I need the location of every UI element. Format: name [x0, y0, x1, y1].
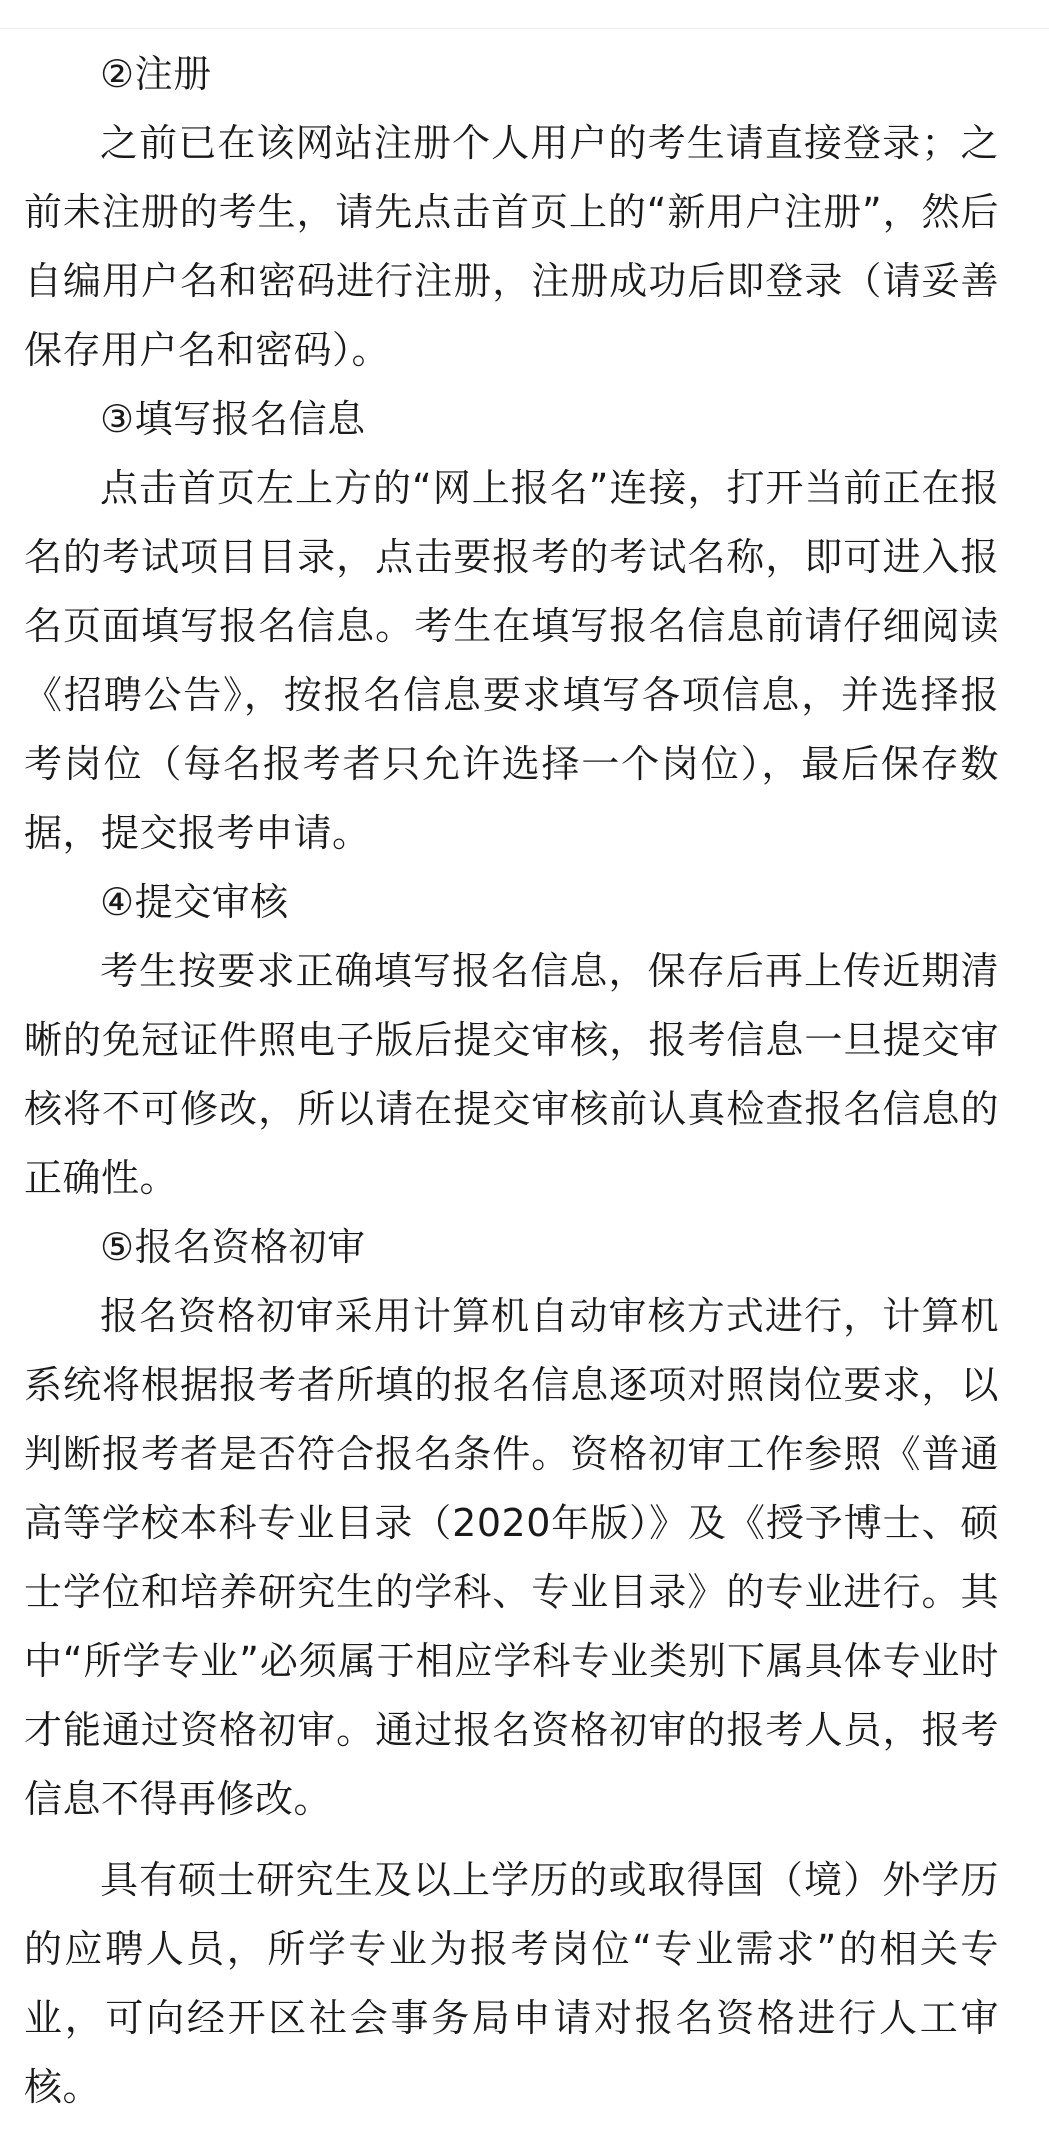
section-heading-submit-review: ④提交审核 [100, 880, 289, 924]
top-divider [0, 28, 1049, 29]
paragraph-fill-info: 点击首页左上方的“网上报名”连接，打开当前正在报名的考试项目目录，点击要报考的考试名称，即可进入报名页面填写报名信息。考生在填写报名信息前请仔细阅读《招聘公告》，按报名信息要求填写各项信息，并选择报考岗位（每名报考者只允许选择一个岗位），最后保存数据，提交报考申请。 [24, 466, 999, 855]
paragraph-preliminary-review: 报名资格初审采用计算机自动审核方式进行，计算机系统将根据报考者所填的报名信息逐项对照岗位要求，以判断报考者是否符合报名条件。资格初审工作参照《普通高等学校本科专业目录（2020年版）》及《授予博士、硕士学位和培养研究生的学科、专业目录》的专业进行。其中“所学专业”必须属于相应学科专业类别下属具体专业时才能通过资格初审。通过报名资格初审的报考人员，报考信息不得再修改。 [24, 1294, 999, 1821]
paragraph-register: 之前已在该网站注册个人用户的考生请直接登录；之前未注册的考生，请先点击首页上的“新用户注册”，然后自编用户名和密码进行注册，注册成功后即登录（请妥善保存用户名和密码）。 [24, 121, 999, 372]
section-heading-preliminary-review: ⑤报名资格初审 [100, 1225, 366, 1269]
section-heading-register: ②注册 [100, 52, 212, 96]
paragraph-submit-review: 考生按要求正确填写报名信息，保存后再上传近期清晰的免冠证件照电子版后提交审核，报考信息一旦提交审核将不可修改，所以请在提交审核前认真检查报名信息的正确性。 [24, 949, 999, 1200]
section-heading-fill-info: ③填写报名信息 [100, 397, 366, 441]
paragraph-manual-review: 具有硕士研究生及以上学历的或取得国（境）外学历的应聘人员，所学专业为报考岗位“专业需求”的相关专业，可向经开区社会事务局申请对报名资格进行人工审核。 [24, 1858, 999, 2109]
article-body [24, 40, 999, 2122]
